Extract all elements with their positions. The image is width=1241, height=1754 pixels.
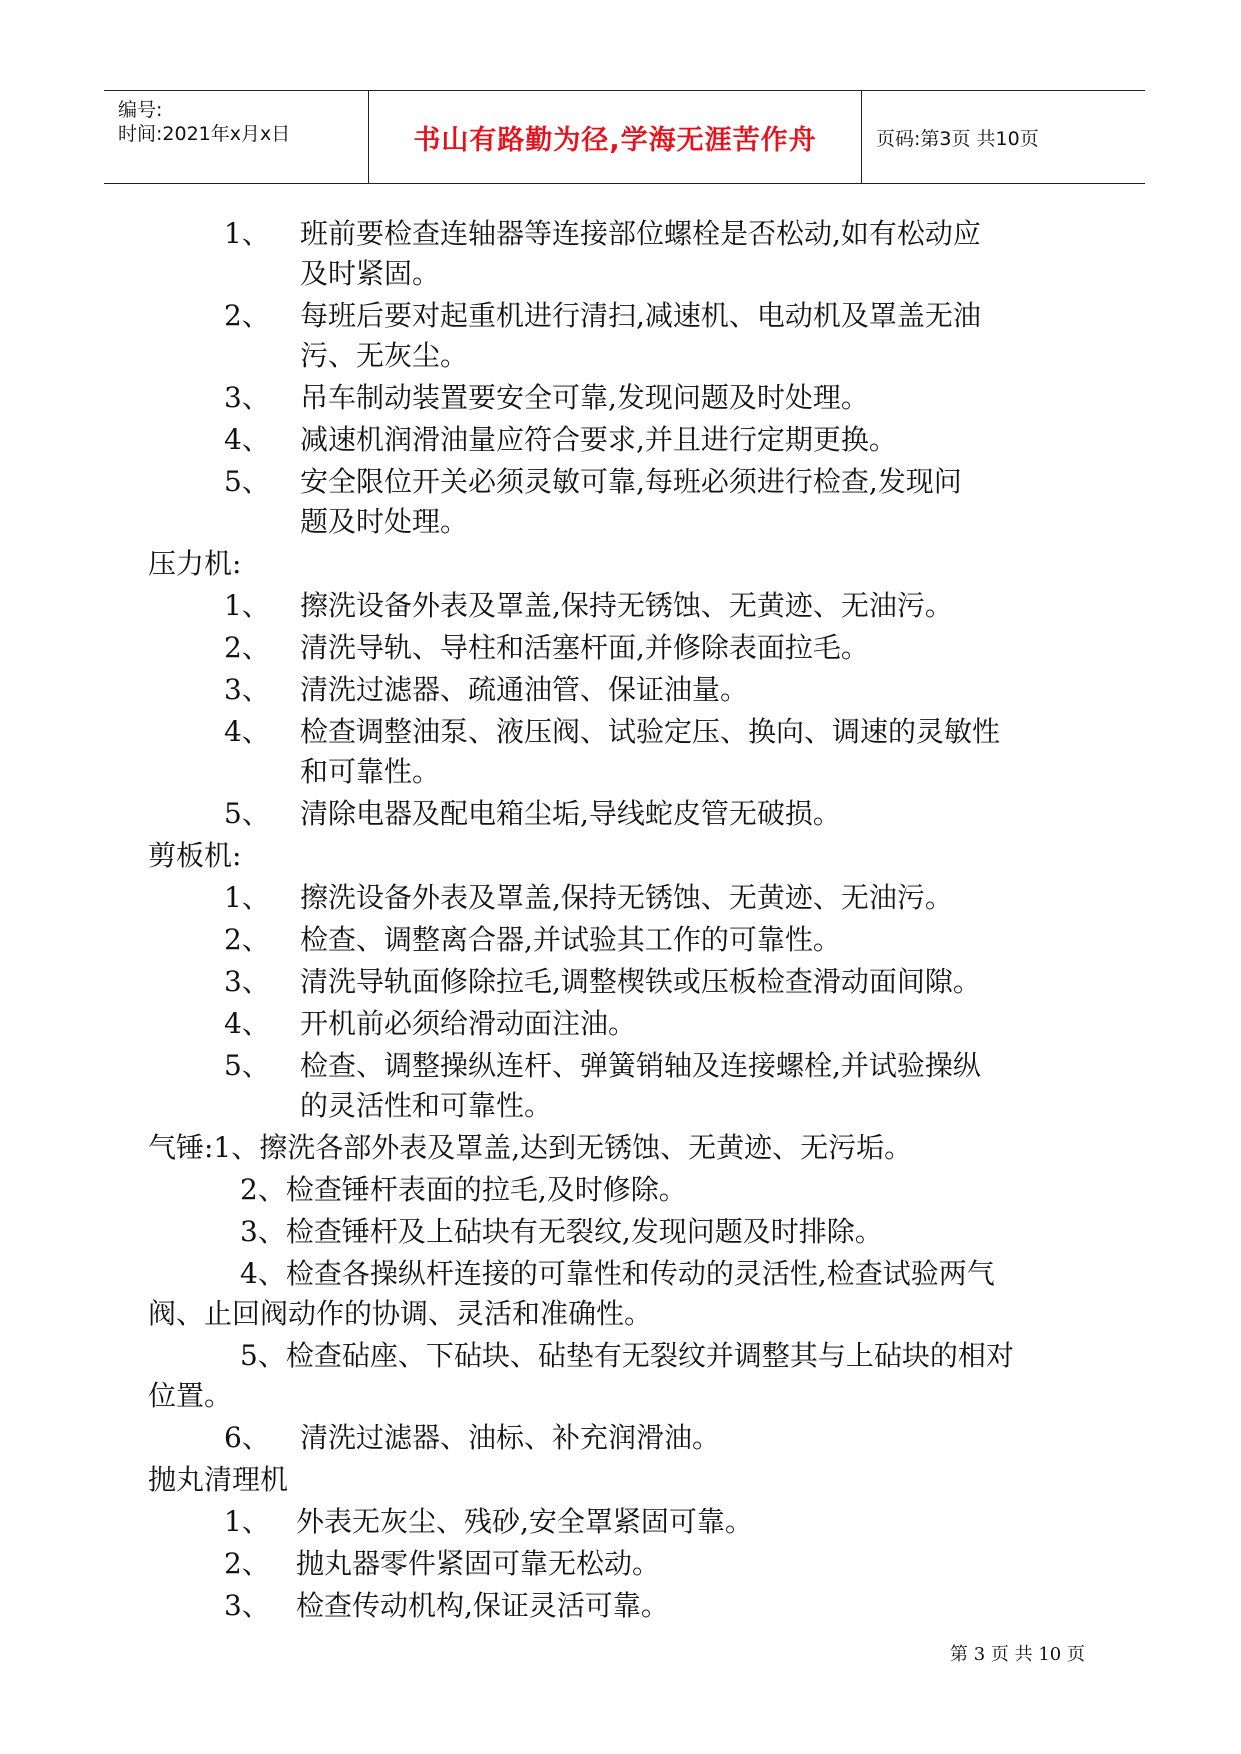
- section-hammer-line-3: 3、检查锤杆及上砧块有无裂纹,发现问题及时排除。: [240, 1215, 883, 1248]
- section-hammer-line-2: 2、检查锤杆表面的拉毛,及时修除。: [240, 1173, 687, 1206]
- list-item: 吊车制动装置要安全可靠,发现问题及时处理。: [300, 381, 869, 414]
- list-number: 1、: [224, 1505, 270, 1538]
- page-footer: 第 3 页 共 10 页: [950, 1644, 1085, 1665]
- serial-label: 编号:: [118, 99, 163, 121]
- list-item: 清洗导轨、导柱和活塞杆面,并修除表面拉毛。: [300, 631, 869, 664]
- list-item: 擦洗设备外表及罩盖,保持无锈蚀、无黄迹、无油污。: [300, 589, 953, 622]
- list-number: 2、: [224, 299, 270, 332]
- page-header: [104, 90, 1145, 184]
- list-item: 清洗过滤器、疏通油管、保证油量。: [300, 673, 749, 706]
- list-number: 2、: [224, 631, 270, 664]
- list-item-continuation: 污、无灰尘。: [300, 339, 469, 372]
- list-item: 清洗导轨面修除拉毛,调整楔铁或压板检查滑动面间隙。: [300, 965, 981, 998]
- list-number: 5、: [224, 797, 270, 830]
- list-number: 1、: [224, 217, 270, 250]
- list-number: 3、: [224, 1589, 270, 1622]
- list-item: 清除电器及配电箱尘垢,导线蛇皮管无破损。: [300, 797, 841, 830]
- list-number: 3、: [224, 673, 270, 706]
- list-number: 3、: [224, 965, 270, 998]
- list-item: 检查、调整离合器,并试验其工作的可靠性。: [300, 923, 841, 956]
- list-item-continuation: 和可靠性。: [300, 755, 441, 788]
- list-number: 6、: [224, 1421, 270, 1454]
- section-title-press: 压力机:: [148, 547, 242, 580]
- list-item: 开机前必须给滑动面注油。: [300, 1007, 637, 1040]
- list-item: 检查传动机构,保证灵活可靠。: [296, 1589, 669, 1622]
- list-number: 2、: [224, 923, 270, 956]
- list-item: 擦洗设备外表及罩盖,保持无锈蚀、无黄迹、无油污。: [300, 881, 953, 914]
- list-item: 检查调整油泵、液压阀、试验定压、换向、调速的灵敏性: [300, 715, 1001, 748]
- header-page-cell: [862, 91, 1145, 183]
- list-item: 减速机润滑油量应符合要求,并且进行定期更换。: [300, 423, 897, 456]
- section-hammer-line-4a: 4、检查各操纵杆连接的可靠性和传动的灵活性,检查试验两气: [240, 1257, 995, 1290]
- motto-text: 书山有路勤为径,学海无涯苦作舟: [413, 124, 817, 156]
- list-item: 清洗过滤器、油标、补充润滑油。: [300, 1421, 721, 1454]
- page-code: 页码:第3页 共10页: [876, 127, 1039, 150]
- list-number: 4、: [224, 423, 270, 456]
- section-hammer-line-4b: 阀、止回阀动作的协调、灵活和准确性。: [148, 1297, 653, 1330]
- list-number: 1、: [224, 589, 270, 622]
- list-item: 每班后要对起重机进行清扫,减速机、电动机及罩盖无油: [300, 299, 981, 332]
- list-number: 1、: [224, 881, 270, 914]
- list-item-continuation: 及时紧固。: [300, 257, 441, 290]
- section-hammer-line-5b: 位置。: [148, 1379, 233, 1412]
- section-hammer-line-1: 气锤:1、擦洗各部外表及罩盖,达到无锈蚀、无黄迹、无污垢。: [148, 1131, 913, 1164]
- list-number: 5、: [224, 465, 270, 498]
- list-item: 班前要检查连轴器等连接部位螺栓是否松动,如有松动应: [300, 217, 981, 250]
- header-info-cell: [104, 91, 369, 183]
- time-label: 时间:2021年x月x日: [118, 123, 291, 145]
- list-item: 安全限位开关必须灵敏可靠,每班必须进行检查,发现问: [300, 465, 962, 498]
- list-item-continuation: 的灵活性和可靠性。: [300, 1089, 553, 1122]
- section-title-shot-blast: 抛丸清理机: [148, 1463, 289, 1496]
- header-motto-cell: [369, 91, 862, 183]
- section-hammer-line-5a: 5、检查砧座、下砧块、砧垫有无裂纹并调整其与上砧块的相对: [240, 1339, 1014, 1372]
- list-item-continuation: 题及时处理。: [300, 505, 469, 538]
- section-title-shear: 剪板机:: [148, 839, 242, 872]
- list-item: 抛丸器零件紧固可靠无松动。: [296, 1547, 661, 1580]
- list-number: 3、: [224, 381, 270, 414]
- list-item: 外表无灰尘、残砂,安全罩紧固可靠。: [296, 1505, 753, 1538]
- list-number: 5、: [224, 1049, 270, 1082]
- list-item: 检查、调整操纵连杆、弹簧销轴及连接螺栓,并试验操纵: [300, 1049, 981, 1082]
- list-number: 4、: [224, 715, 270, 748]
- list-number: 4、: [224, 1007, 270, 1040]
- list-number: 2、: [224, 1547, 270, 1580]
